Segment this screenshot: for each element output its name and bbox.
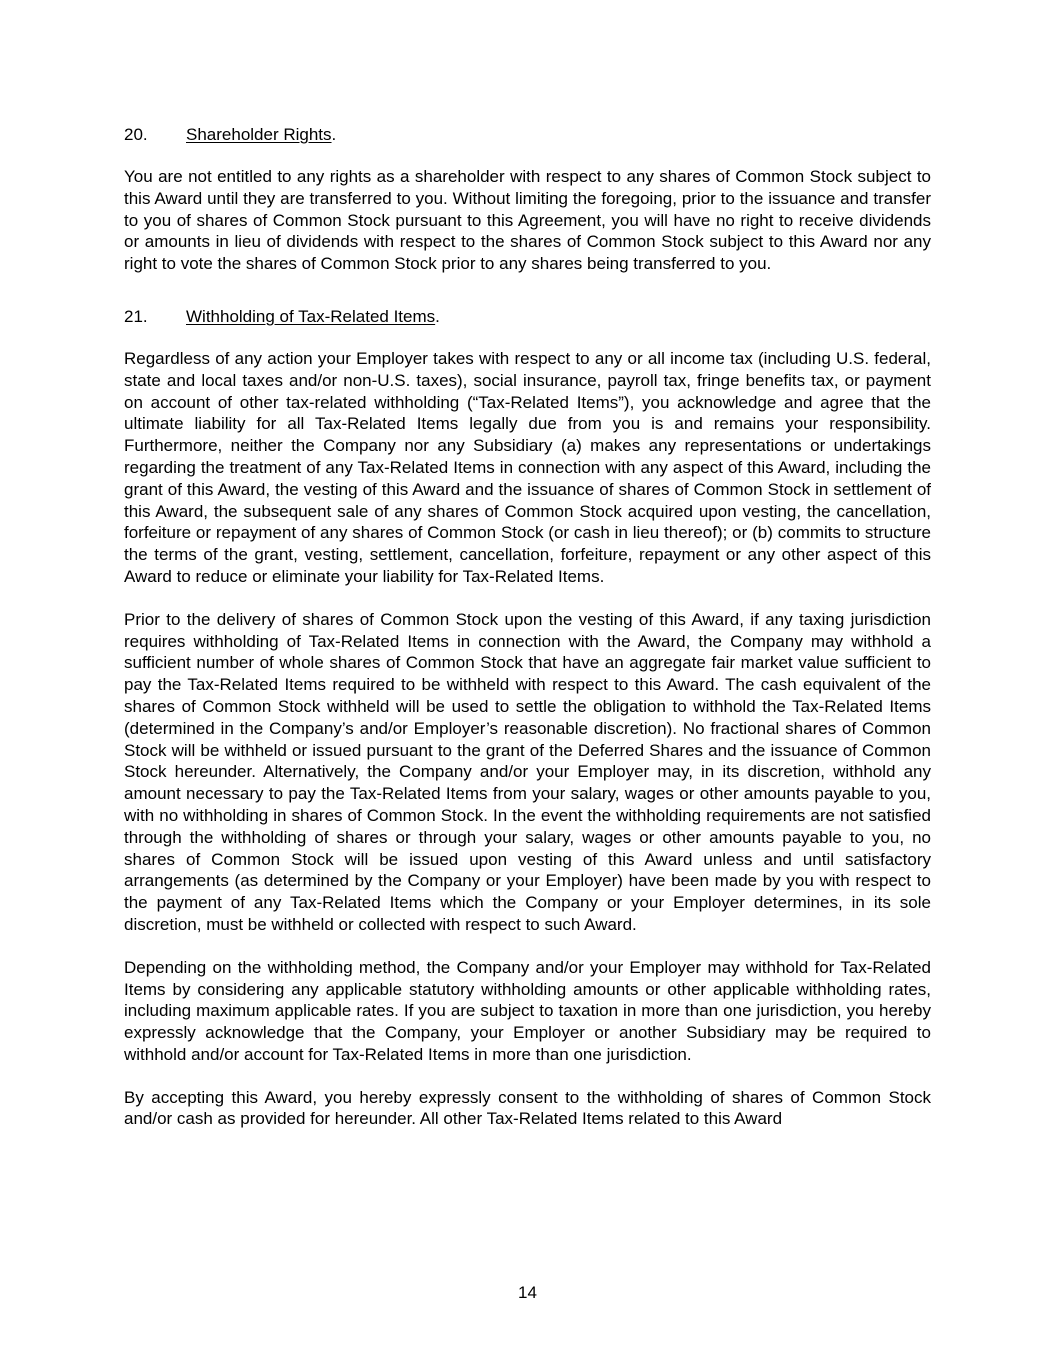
section-20-paragraph-1: You are not entitled to any rights as a shareholder with respect to any shares of Common Stock subject to this Award until they are transferred to you. Without limiting the foregoing, prior to the issuance and transfer to you of shares of Common Stock pursuant to this Agreement, you will have no right to receive dividends or amounts in lieu of dividends with respect to the shares of Common Stock subject to this Award nor any right to vote the shares of Common Stock prior to any shares being transferred to you.: [124, 167, 931, 274]
section-21-heading: [124, 306, 931, 328]
page-number: 14: [518, 1283, 537, 1302]
section-21-paragraph-2: Prior to the delivery of shares of Common Stock upon the vesting of this Award, if any taxing jurisdiction requires withholding of Tax-Related Items in connection with the Award, the Company may withhold a sufficient number of whole shares of Common Stock that have an aggregate fair market value sufficient to pay the Tax-Related Items required to be withheld with respect to this Award. The cash equivalent of the shares of Common Stock withheld will be used to settle the obligation to withhold the Tax-Related Items (determined in the Company’s and/or Employer’s reasonable discretion). No fractional shares of Common Stock will be withheld or issued pursuant to the grant of the Deferred Shares and the issuance of Common Stock hereunder. Alternatively, the Company and/or your Employer may, in its discretion, withhold any amount necessary to pay the Tax-Related Items from your salary, wages or other amounts payable to you, with no withholding in shares of Common Stock. In the event the withholding requirements are not satisfied through the withholding of shares or through your salary, wages or other amounts payable to you, no shares of Common Stock will be issued upon vesting of this Award unless and until satisfactory arrangements (as determined by the Company or your Employer) have been made by you with respect to the payment of any Tax-Related Items which the Company or your Employer determines, in its sole discretion, must be withheld or collected with respect to such Award.: [124, 609, 931, 934]
section-21-paragraph-1: Regardless of any action your Employer takes with respect to any or all income tax (including U.S. federal, state and local taxes and/or non-U.S. taxes), social insurance, payroll tax, fringe benefits tax, or payment on account of other tax-related withholding (“Tax-Related Items”), you acknowledge and agree that the ultimate liability for all Tax-Related Items legally due from you is and remains your responsibility. Furthermore, neither the Company nor any Subsidiary (a) makes any representations or undertakings regarding the treatment of any Tax-Related Items in connection with any aspect of this Award, including the grant of this Award, the vesting of this Award and the issuance of shares of Common Stock in settlement of this Award, the subsequent sale of any shares of Common Stock acquired upon vesting, the cancellation, forfeiture or repayment of any shares of Common Stock (or cash in lieu thereof); or (b) commits to structure the terms of the grant, vesting, settlement, cancellation, forfeiture, repayment or any other aspect of this Award to reduce or eliminate your liability for Tax-Related Items.: [124, 348, 931, 586]
section-21-paragraph-3: Depending on the withholding method, the Company and/or your Employer may withhold for Tax-Related Items by considering any applicable statutory withholding amounts or other applicable withholding rates, including maximum applicable rates. If you are subject to taxation in more than one jurisdiction, you hereby expressly acknowledge that the Company, your Employer or another Subsidiary may be required to withhold and/or account for Tax-Related Items in more than one jurisdiction.: [124, 957, 931, 1064]
page-body: [124, 124, 931, 1130]
section-21-paragraph-4: By accepting this Award, you hereby expressly consent to the withholding of shares of Common Stock and/or cash as provided for hereunder. All other Tax-Related Items related to this Award: [124, 1087, 931, 1129]
section-20-heading: [124, 124, 931, 146]
section-number: 21.: [124, 306, 148, 326]
section-title: Withholding of Tax-Related Items: [186, 306, 436, 326]
section-title-period: .: [435, 306, 440, 326]
section-number: 20.: [124, 125, 148, 144]
section-title: Shareholder Rights: [186, 125, 332, 144]
section-title-period: .: [331, 125, 337, 144]
